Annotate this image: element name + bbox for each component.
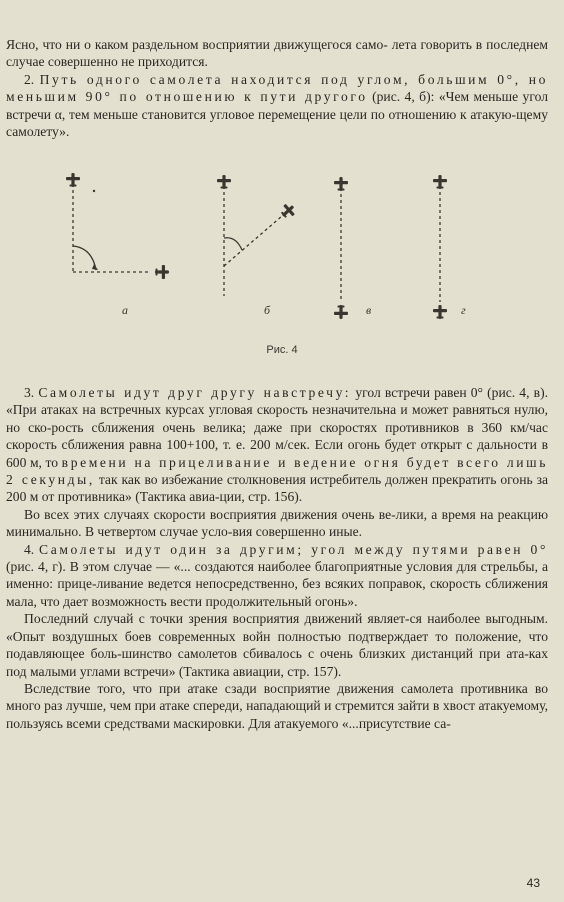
label-b: б: [264, 303, 271, 317]
plane-icon: [66, 173, 80, 187]
diagram-v: [334, 177, 371, 319]
plane-icon: [278, 201, 298, 221]
plane-icon: [433, 305, 447, 319]
label-a: а: [122, 303, 128, 317]
label-g: г: [461, 303, 466, 317]
diagram-g: [433, 175, 466, 319]
plane-icon: [334, 177, 348, 191]
text-block-bottom: [6, 384, 548, 732]
text-block-top: [6, 36, 548, 140]
plane-icon: [155, 265, 169, 279]
paragraph-item-2: 2. Путь одного самолета находится под углом, большим 0°, но меньшим 90° по отношению к пути другого (рис. 4, б): «Чем меньше угол встречи α, тем меньше становится угловое перемещение цели по отношению к атакую-щему самолету».: [6, 71, 548, 140]
diagram-a: [66, 173, 169, 317]
plane-icon: [334, 305, 348, 319]
label-v: в: [366, 303, 372, 317]
plane-icon: [217, 175, 231, 189]
paragraph-last-case: Последний случай с точки зрения восприятия движений являет-ся наиболее выгодным. «Опыт воздушных боев современных войн полностью подтверждает то положение, что подавляющее боль-шинство самолетов сбивалось с очень близких дистанций при ата-ках под малыми углами встречи» (Тактика авиации, стр. 157).: [6, 611, 548, 679]
paragraph-item-3: 3. Самолеты идут друг другу навстречу: угол встречи равен 0° (рис. 4, в). «При атаках на встречных курсах угловая скорость незначительна и может равняться нулю, но ско-рость сближения очень велика; даже при скоростях противников в 360 км/час скорость сближения равна 100+100, т. е. 200 м/сек. Если огонь будет открыт с дальности в 600 м, то времени на прицеливание и ведение огня будет всего лишь 2 секунды, так как во избежание столкновения истребитель должен прекратить огонь за 200 м от противника» (Тактика авиа-ции, стр. 156).: [6, 385, 548, 505]
figure-caption: Рис. 4: [266, 344, 298, 356]
diagram-b: [217, 175, 298, 317]
plane-icon: [433, 175, 447, 189]
paragraph-speed: Во всех этих случаях скорости восприятия движения очень ве-лики, а время на реакцию минимально. В четвертом случае усло-вия совершенно иные.: [6, 506, 548, 540]
paragraph-final: Вследствие того, что при атаке сзади восприятие движения самолета противника во много раз лучше, чем при атаке спереди, нападающий и стремится зайти в хвост атакуемому, пользуясь всеми средствами маскировки. Для атакуемого «...присутствие са-: [6, 680, 548, 731]
paragraph-intro: Ясно, что ни о каком раздельном восприятии движущегося само- лета говорить в последнем случае совершенно не приходится.: [6, 37, 548, 70]
paragraph-item-4: 4. Самолеты идут один за другим; угол между путями равен 0° (рис. 4, г). В этом случае — «... создаются наиболее благоприятные условия для стрельбы, а именно: прице-ливание ведется непосредственно, без всяких поправок, скорость сближения мала, что дает возможность вести продолжительный огонь».: [6, 541, 548, 609]
page-number: 43: [526, 876, 540, 890]
figure-4-diagram: [0, 166, 564, 366]
